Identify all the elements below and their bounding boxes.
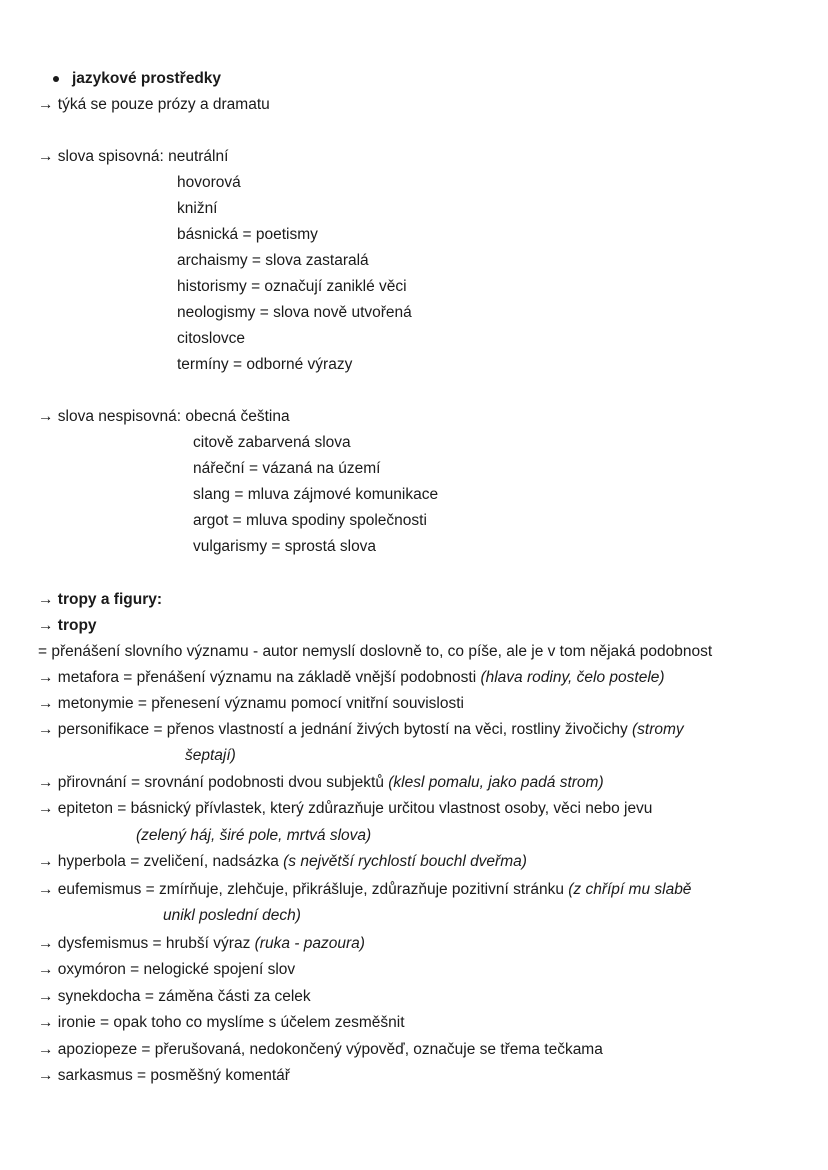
spisovna-item: neologismy = slova nově utvořená	[177, 304, 412, 321]
spisovna-item: citoslovce	[177, 330, 246, 347]
term-text: → oxymóron = nelogické spojení slov	[38, 961, 296, 978]
spisovna-item: knižní	[177, 200, 218, 217]
nespisovna-item: nářeční = vázaná na území	[193, 460, 381, 477]
section-heading: jazykové prostředky	[72, 70, 222, 87]
term-text: → synekdocha = záměna části za celek	[38, 988, 311, 1005]
term-line	[38, 668, 665, 688]
term-text: → eufemismus = zmírňuje, zlehčuje, přikrášluje, zdůrazňuje pozitivní stránku	[38, 881, 569, 898]
nespisovna-item: vulgarismy = sprostá slova	[193, 538, 377, 555]
term-line	[38, 852, 527, 872]
term-example-cont: šeptají)	[185, 747, 236, 764]
tropy-heading: → tropy	[38, 617, 97, 634]
term-line	[38, 1066, 290, 1086]
spisovna-item: básnická = poetismy	[177, 226, 318, 243]
term-example-cont: unikl poslední dech)	[163, 907, 301, 924]
tropy-figury-heading: → tropy a figury:	[38, 591, 163, 608]
nespisovna-item: slang = mluva zájmové komunikace	[193, 486, 439, 503]
term-line	[38, 987, 311, 1007]
term-line	[38, 1013, 405, 1033]
term-text: → metafora = přenášení významu na základě vnější podobnosti	[38, 669, 481, 686]
bullet-icon	[53, 76, 59, 82]
term-text: → epiteton = básnický přívlastek, který zdůrazňuje určitou vlastnost osoby, věci nebo jevu	[38, 800, 653, 817]
spisovna-item: hovorová	[177, 174, 241, 191]
term-line	[38, 934, 365, 954]
spisovna-item: neutrální	[168, 148, 229, 165]
term-text: → metonymie = přenesení významu pomocí vnitřní souvislosti	[38, 695, 465, 712]
term-example: (hlava rodiny, čelo postele)	[480, 669, 665, 686]
term-example: (z chřípí mu slabě	[568, 881, 692, 898]
term-text: → apoziopeze = přerušovaná, nedokončený výpověď, označuje se třema tečkama	[38, 1041, 603, 1058]
spisovna-item: archaismy = slova zastaralá	[177, 252, 369, 269]
term-example-cont: (zelený háj, širé pole, mrtvá slova)	[136, 827, 372, 844]
term-line	[38, 1040, 603, 1060]
term-line	[38, 880, 691, 900]
term-line	[38, 694, 464, 714]
term-line	[38, 720, 684, 740]
spisovna-item: termíny = odborné výrazy	[177, 356, 353, 373]
term-line	[38, 960, 295, 980]
term-line	[38, 799, 652, 819]
nespisovna-item: argot = mluva spodiny společnosti	[193, 512, 427, 529]
nespisovna-line	[38, 407, 290, 427]
term-text: → personifikace = přenos vlastností a jednání živých bytostí na věci, rostliny živočichy	[38, 721, 633, 738]
term-text: → přirovnání = srovnání podobnosti dvou subjektů	[38, 774, 389, 791]
spisovna-line	[38, 147, 228, 167]
term-example: (ruka - pazoura)	[254, 935, 365, 952]
term-text: → hyperbola = zveličení, nadsázka	[38, 853, 284, 870]
nespisovna-item: citově zabarvená slova	[193, 434, 351, 451]
term-text: → ironie = opak toho co myslíme s účelem zesměšnit	[38, 1014, 405, 1031]
spisovna-label: → slova spisovná:	[38, 148, 169, 165]
term-line	[38, 773, 604, 793]
term-text: → dysfemismus = hrubší výraz	[38, 935, 255, 952]
tropy-definition: = přenášení slovního významu - autor nemyslí doslovně to, co píše, ale je v tom nějaká podobnost	[38, 643, 713, 660]
nespisovna-label: → slova nespisovná:	[38, 408, 186, 425]
nespisovna-item: obecná čeština	[185, 408, 290, 425]
term-example: (stromy	[632, 721, 684, 738]
spisovna-item: historismy = označují zaniklé věci	[177, 278, 407, 295]
intro-line: → týká se pouze prózy a dramatu	[38, 96, 270, 113]
term-example: (s největší rychlostí bouchl dveřma)	[283, 853, 527, 870]
term-text: → sarkasmus = posměšný komentář	[38, 1067, 290, 1084]
term-example: (klesl pomalu, jako padá strom)	[388, 774, 604, 791]
